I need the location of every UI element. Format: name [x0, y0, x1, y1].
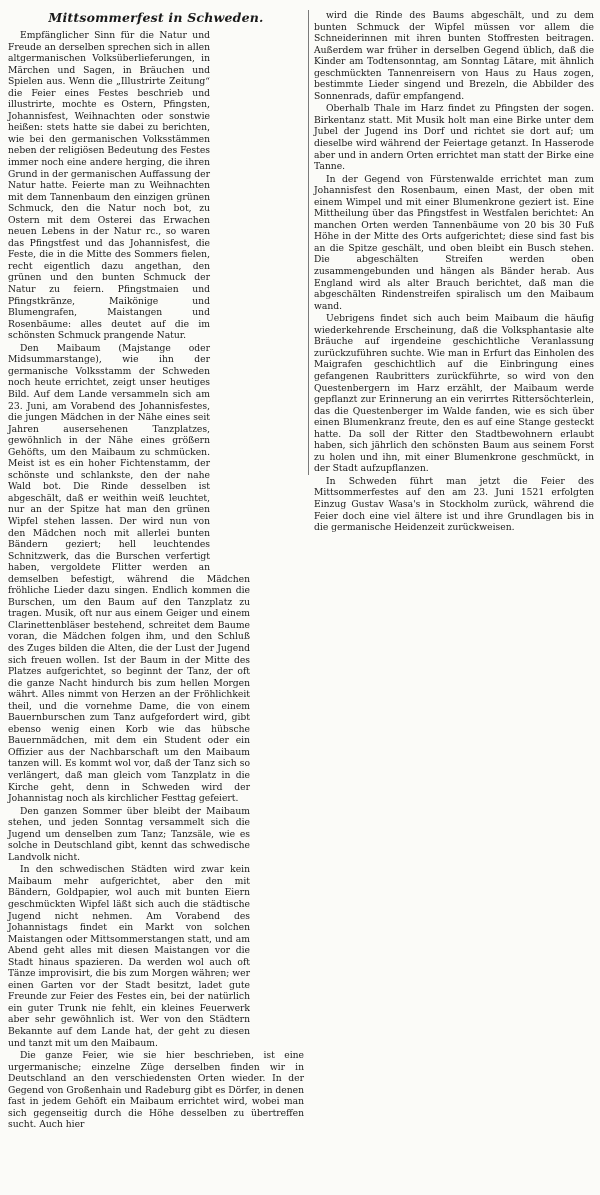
illustration-wrap-space-lower — [252, 570, 304, 1040]
paragraph: wird die Rinde des Baums abgeschält, und zu dem bunten Schmuck der Wipfel müssen vor allem die Schneiderinnen mit ihren bunten Stoffresten beitragen. Außerdem war früher in derselben Gegend üblich, daß die Kinder am Todtensonntag, am Sonntag Lätare, mit ähnlich geschmückten Tannenreisern von Haus zu Haus zogen, bestimmte Lieder singend und Brezeln, die Abbilder des Sonnenrads, dafür empfangend. — [314, 10, 594, 102]
paragraph: Uebrigens findet sich auch beim Maibaum die häufig wiederkehrende Erscheinung, daß die Volksphantasie alte Bräuche auf irgendeine geschichtliche Veranlassung zurückzuführen suchte. Wie man in Erfurt das Einholen des Maigrafen geschichtlich auf die Einbringung eines gefangenen Raubritters zurückführte, so wird von den Questenbergern im Harz erzählt, der Maibaum werde gepflanzt zur Erinnerung an ein verirrtes Rittersöchterlein, das die Questenberger im Walde fanden, wie es sich über einen Blumenkranz freute, den es auf eine Stange gesteckt hatte. Da soll der Ritter den Stadtbewohnern erlaubt haben, sich jährlich den schönsten Baum aus seinem Forst zu holen und ihn, mit einer Blumenkrone geschmückt, in der Stadt aufzupflanzen. — [314, 313, 594, 475]
paragraph: In der Gegend von Fürstenwalde errichtet man zum Johannisfest den Rosenbaum, einen Mast, der oben mit einem Wimpel und mit einer Blumenkrone geziert ist. Eine Mittheilung über das Pfingstfest in Westfalen berichtet: An manchen Orten werden Tannenbäume von 20 bis 30 Fuß Höhe in der Mitte des Orts aufgerichtet; diese sind fast bis an die Spitze geschält, und oben bleibt ein Busch stehen. Die abgeschälten Streifen werden oben zusammengebunden und hängen als Bänder herab. Aus England wird als alter Brauch berichtet, daß man die abgeschälten Rindenstreifen spiralisch um den Maibaum wand. — [314, 173, 594, 312]
paragraph: Oberhalb Thale im Harz findet zu Pfingsten der sogen. Birkentanz statt. Mit Musik holt man eine Birke unter dem Jubel der Jugend ins Dorf und richtet sie dort auf; um dieselbe wird während der Feiertage getanzt. In Hasserode aber und in andern Orten errichtet man statt der Birke eine Tanne. — [314, 103, 594, 173]
paragraph: Die ganze Feier, wie sie hier beschrieben, ist eine urgermanische; einzelne Züge derselben finden wir in Deutschland an den verschiedensten Orten wieder. In der Gegend von Großenhain und Radeburg gibt es Dörfer, in denen fast in jedem Gehöft ein Maibaum errichtet wird, wobei man sich gegenseitig durch die Höhe desselben zu übertreffen sucht. Auch hier — [8, 1050, 304, 1131]
article-title: Mittsommerfest in Schweden. — [48, 10, 264, 25]
left-column — [8, 10, 304, 1131]
paragraph: Den Maibaum (Majstange oder Midsummarstange), wie ihn der germanische Volksstamm der Schweden noch heute errichtet, zeigt unser heutiges Bild. Auf dem Lande versammeln sich am 23. Juni, am Vorabend des Johannisfestes, die jungen Mädchen in der Nähe eines seit Jahren ausersehenen Tanzplatzes, gewöhnlich in der Nähe eines größern Gehöfts, um den Maibaum zu schmücken. Meist ist es ein hoher Fichtenstamm, der schönste und schlankste, den der nahe Wald bot. Die Rinde desselben ist abgeschält, daß er weithin weiß leuchtet, nur an der Spitze hat man den grünen Wipfel stehen lassen. Der wird nun von den Mädchen noch mit allerlei bunten Bändern geziert; hell leuchtendes Schnitzwerk, das die Burschen verfertigt haben, vergoldete Flitter werden an demselben befestigt, während die Mädchen fröhliche Lieder dazu singen. Endlich kommen die Burschen, um den Baum auf den Tanzplatz zu tragen. Musik, oft nur aus einem Geiger und einem Clarinettenbläser bestehend, schreitet dem Baume voran, die Mädchen folgen ihm, und den Schluß des Zuges bilden die Alten, die der Lust der Jugend sich freuen wollen. Ist der Baum in der Mitte des Platzes aufgerichtet, so beginnt der Tanz, der oft die ganze Nacht hindurch bis zum hellen Morgen währt. Alles nimmt von Herzen an der Fröhlichkeit theil, und die vornehme Dame, die von einem Bauernburschen zum Tanz aufgefordert wird, gibt ebenso wenig einen Korb wie das hübsche Bauernmädchen, mit dem ein Student oder ein Offizier aus der Nachbarschaft um den Maibaum tanzen will. Es kommt wol vor, daß der Tanz sich so verlängert, daß man gleich vom Tanzplatz in die Kirche geht, denn in Schweden wird der Johannistag noch als kirchlicher Festtag gefeiert. — [8, 342, 250, 805]
right-column — [314, 10, 594, 534]
column-divider — [308, 10, 309, 475]
paragraph: In Schweden führt man jetzt die Feier des Mittsommerfestes auf den am 23. Juni 1521 erfolgten Einzug Gustav Wasa's in Stockholm zurück, während die Feier doch eine viel ältere ist und ihre Grundlagen bis in die germanische Heidenzeit zurückweisen. — [314, 475, 594, 534]
paragraph: In den schwedischen Städten wird zwar kein Maibaum mehr aufgerichtet, aber den mit Bändern, Goldpapier, wol auch mit bunten Eiern geschmückten Wipfel läßt sich auch die städtische Jugend nicht nehmen. Am Vorabend des Johannistags findet ein Markt von solchen Maistangen oder Mittsommerstangen statt, und am Abend geht alles mit diesen Maistangen vor die Stadt hinaus spazieren. Da werden wol auch oft Tänze improvisirt, die bis zum Morgen währen; wer einen Garten vor der Stadt besitzt, ladet gute Freunde zur Feier des Festes ein, bei der natürlich ein guter Trunk nie fehlt, ein kleines Feuerwerk aber sehr gewöhnlich ist. Wer von den Städtern Bekannte auf dem Lande hat, der geht zu diesen und tanzt mit um den Maibaum. — [8, 864, 250, 1049]
paragraph: Den ganzen Sommer über bleibt der Maibaum stehen, und jeden Sonntag versammelt sich die Jugend um denselben zum Tanz; Tanzsäle, wie es solche in Deutschland gibt, kennt das schwedische Landvolk nicht. — [8, 805, 250, 863]
paragraph: Empfänglicher Sinn für die Natur und Freude an derselben sprechen sich in allen altgermanischen Volksüberlieferungen, in Märchen und Sagen, in Bräuchen und Spielen aus. Wenn die „Illustrirte Zeitung“ die Feier eines Festes beschrieb und illustrirte, mochte es Ostern, Pfingsten, Johannisfest, Weihnachten oder sonstwie heißen: stets hatte sie dabei zu berichten, wie bei den germanischen Volksstämmen neben der religiösen Bedeutung des Festes immer noch eine andere herging, die ihren Grund in der germanischen Auffassung der Natur hatte. Feierte man zu Weihnachten mit dem Tannenbaum den einzigen grünen Schmuck, den die Natur noch bot, zu Ostern mit dem Osterei das Erwachen neuen Lebens in der Natur rc., so waren das Pfingstfest und das Johannisfest, die Feste, die in die Mitte des Sommers fielen, recht eigentlich dazu angethan, den grünen und den bunten Schmuck der Natur zu feiern. Pfingstmaien und Pfingstkränze, Maikönige und Blumengrafen, Maistangen und Rosenbäume: alles deutet auf die im schönsten Schmuck prangende Natur. — [8, 30, 210, 342]
illustration-wrap-space — [212, 30, 304, 570]
